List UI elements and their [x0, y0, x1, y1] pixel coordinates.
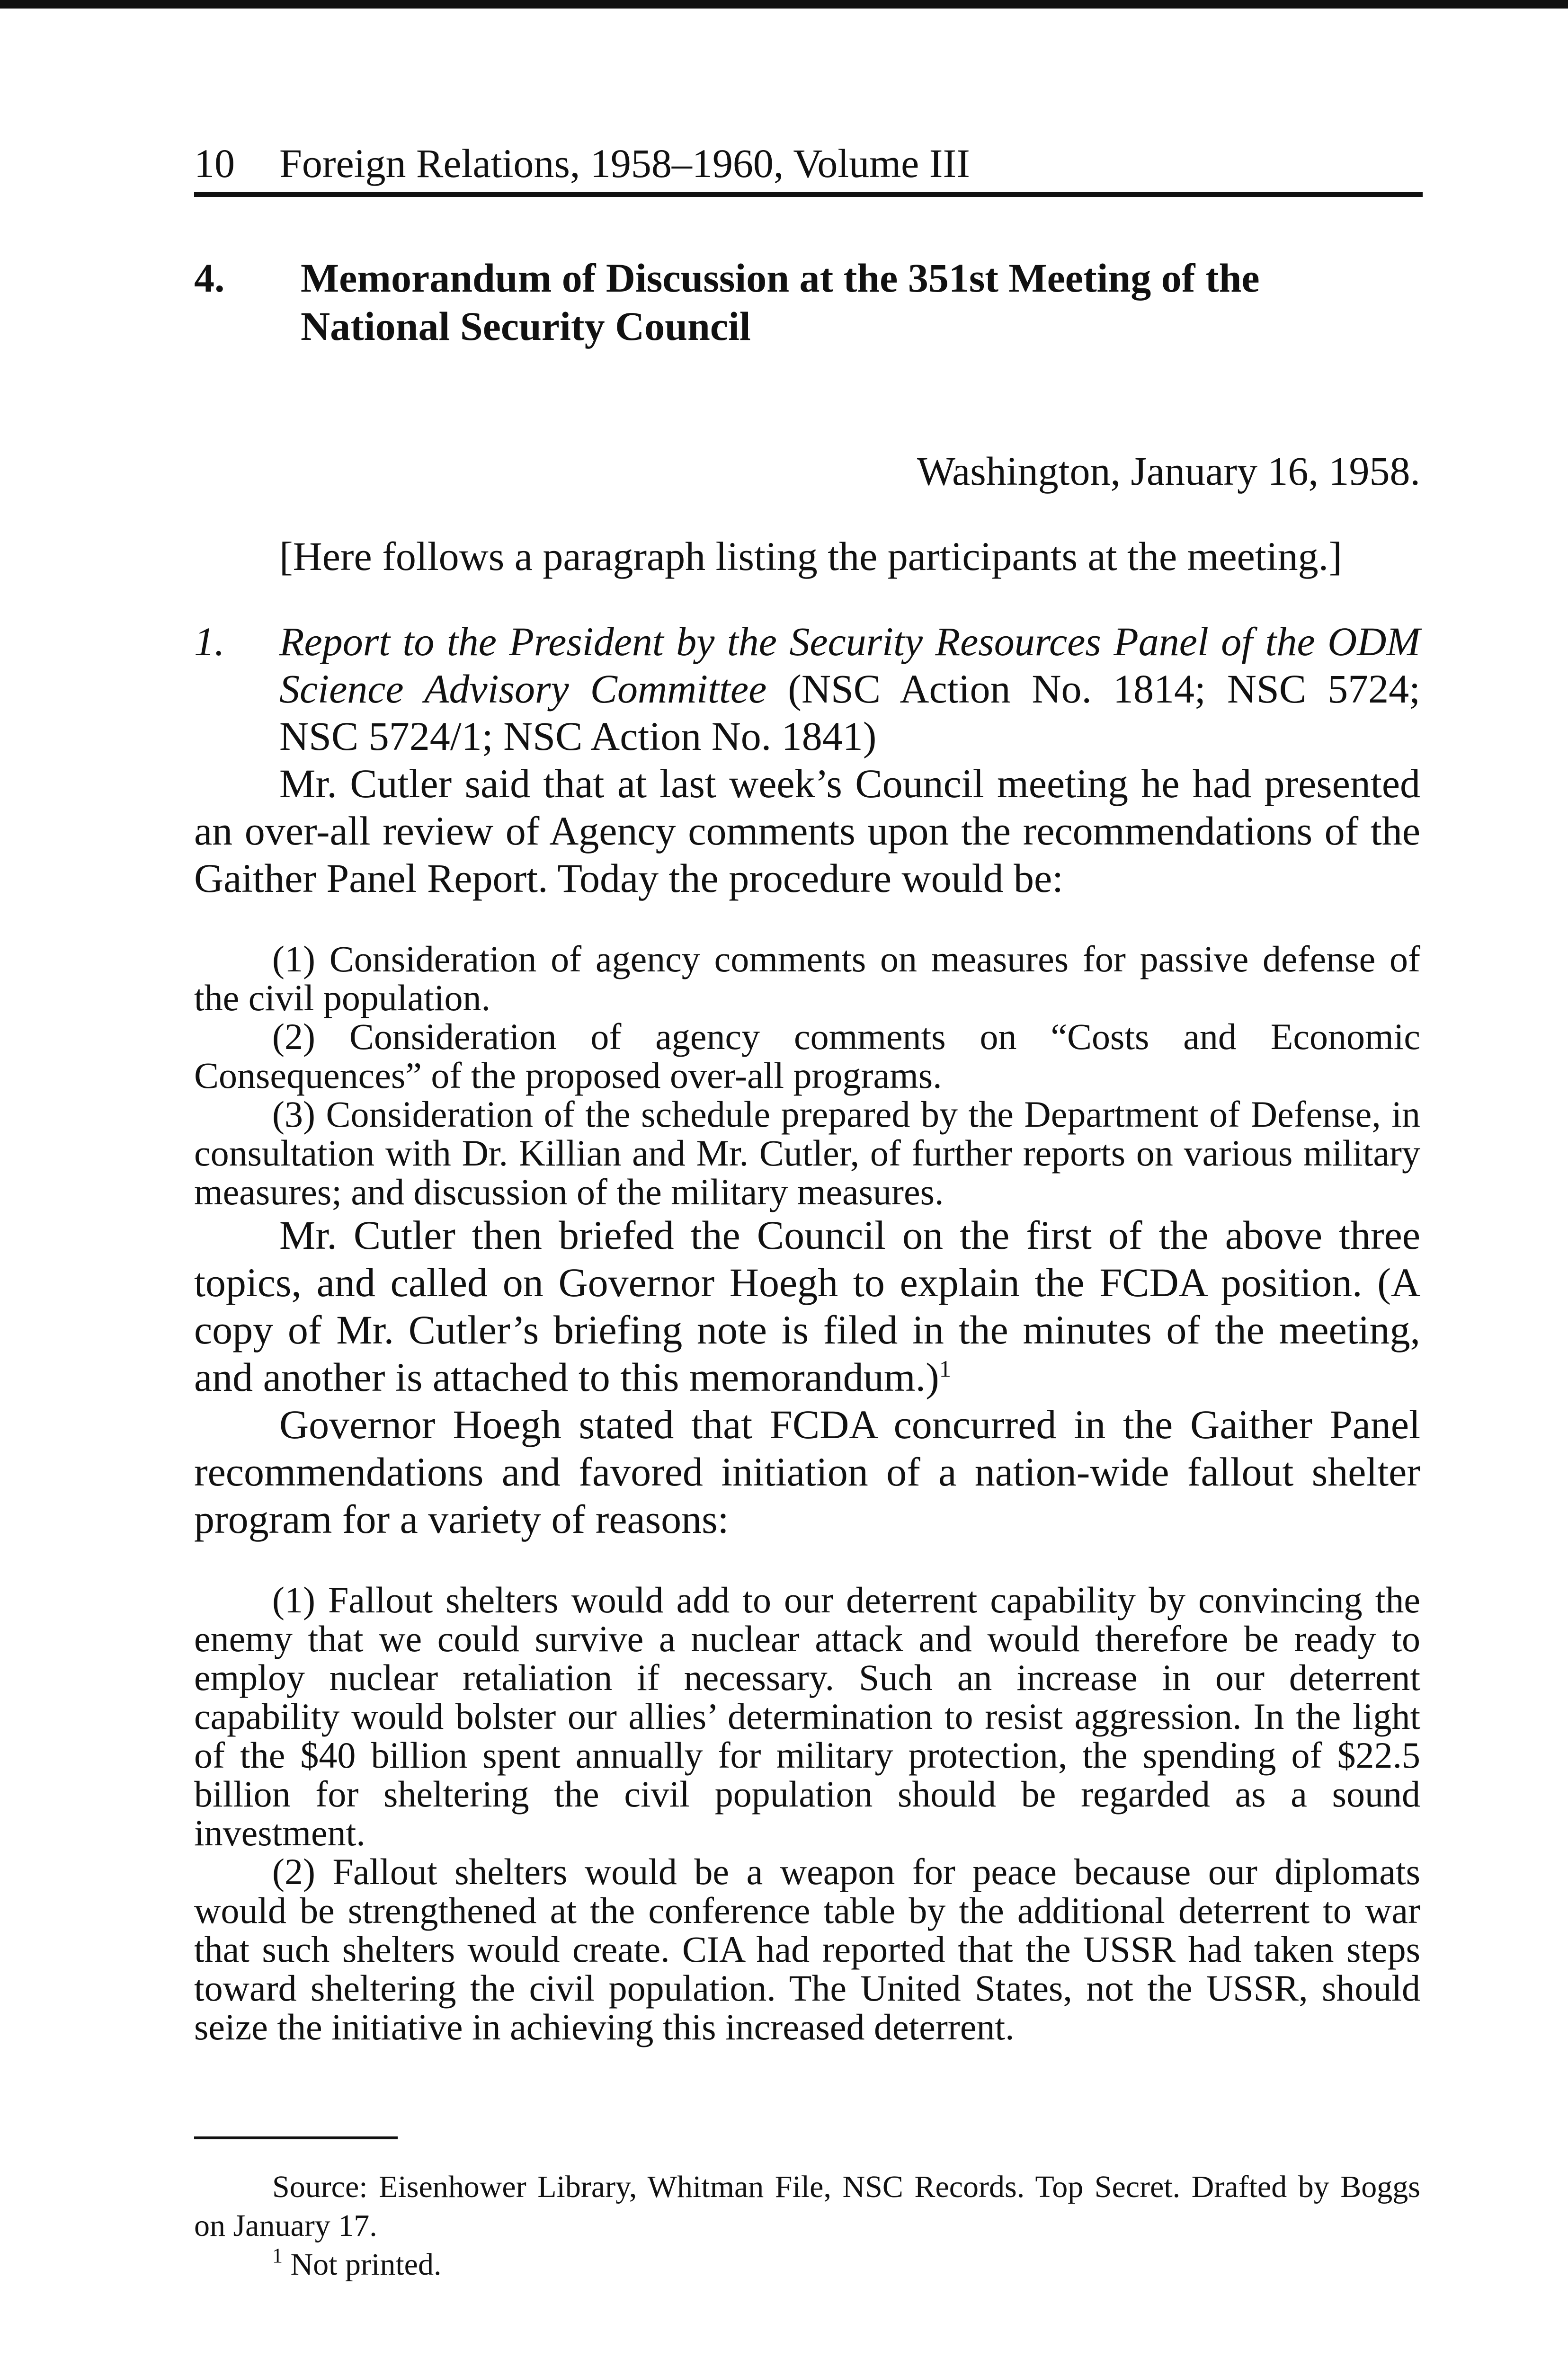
paragraph-cutler-briefing-text: Mr. Cutler then briefed the Council on the first of the above three topics, and called on Governor Hoegh to explain the FCDA position. (A copy of Mr. Cutler’s briefing note is filed in the minutes of the meeting, and another is attached to this memorandum.)	[194, 1212, 1420, 1400]
scan-top-border	[0, 0, 1568, 9]
footnote-1-text: Not printed.	[283, 2247, 442, 2282]
paragraph-cutler-procedure: Mr. Cutler said that at last week’s Council meeting he had presented an over-all review of Agency comments upon the recommendations of the Gaither Panel Report. Today the procedure would be:	[194, 761, 1420, 901]
procedure-item-3: (3) Consideration of the schedule prepared by the Department of Defense, in consultation with Dr. Killian and Mr. Cutler, of further reports on various military measures; and discussion of the military measures.	[194, 1094, 1420, 1212]
agenda-item-title: Report to the President by the Security Resources Panel of the ODM Science Advisory Committee	[279, 619, 1420, 712]
document-title	[301, 254, 1260, 350]
page-content	[194, 137, 1420, 2284]
page-number: 10	[194, 141, 235, 186]
procedure-list	[194, 940, 1420, 1211]
editorial-note: [Here follows a paragraph listing the participants at the meeting.]	[279, 534, 1342, 579]
paragraph-hoegh-statement: Governor Hoegh stated that FCDA concurred in the Gaither Panel recommendations and favored initiation of a nation-wide fallout shelter program for a variety of reasons:	[194, 1402, 1420, 1542]
procedure-item-1: (1) Consideration of agency comments on measures for passive defense of the civil population.	[194, 938, 1420, 1018]
footnotes	[194, 2168, 1420, 2284]
dateline: Washington, January 16, 1958.	[917, 448, 1420, 494]
footnote-1-marker: 1	[272, 2244, 283, 2267]
document-title-line-2: National Security Council	[301, 303, 751, 349]
reason-item-1: (1) Fallout shelters would add to our deterrent capability by convincing the enemy that we could survive a nuclear attack and would therefore be ready to employ nuclear retaliation if necessary. Such an increase in our deterrent capability would bolster our allies’ determination to resist aggression. In the light of the $40 billion spent annually for military protection, the spending of $22.5 billion for sheltering the civil population should be regarded as a sound investment.	[194, 1579, 1420, 1853]
agenda-item-references: (NSC Action No. 1814; NSC 5724; NSC 5724/1; NSC Action No. 1841)	[279, 666, 1420, 759]
agenda-item-number: 1.	[194, 619, 225, 664]
document-title-line-1: Memorandum of Discussion at the 351st Meeting of the	[301, 255, 1260, 301]
agenda-item	[194, 618, 1420, 760]
footnote-reference: 1	[939, 1355, 951, 1382]
document-heading	[194, 254, 1420, 350]
running-head	[194, 137, 1420, 189]
running-head-title: Foreign Relations, 1958–1960, Volume III	[279, 141, 970, 186]
reasons-list	[194, 1581, 1420, 2047]
procedure-item-2: (2) Consideration of agency comments on “Costs and Economic Consequences” of the proposed over-all programs.	[194, 1016, 1420, 1096]
reason-item-2: (2) Fallout shelters would be a weapon for peace because our diplomats would be strengthened at the conference table by the additional deterrent to war that such shelters would create. CIA had reported that the USSR had taken steps toward sheltering the civil population. The United States, not the USSR, should seize the initiative in achieving this increased deterrent.	[194, 1851, 1420, 2047]
source-note: Source: Eisenhower Library, Whitman File, NSC Records. Top Secret. Drafted by Boggs on January 17.	[194, 2170, 1420, 2243]
paragraph-cutler-briefing	[194, 1211, 1420, 1401]
agenda-item-text	[279, 618, 1420, 760]
footnote-rule	[194, 2136, 398, 2139]
running-head-rule	[194, 192, 1423, 197]
document-number: 4.	[194, 255, 225, 301]
footnote-1	[194, 2245, 1420, 2284]
